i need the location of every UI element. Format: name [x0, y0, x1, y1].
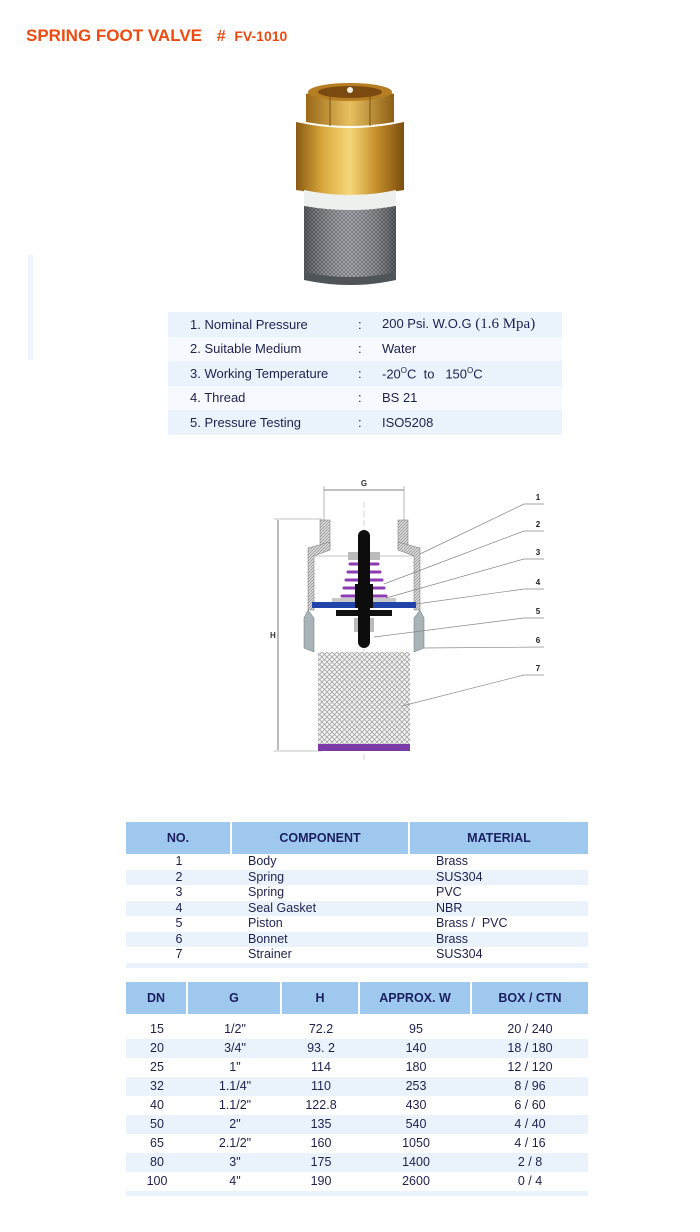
cell-material: SUS304	[410, 870, 588, 886]
table-row	[126, 1134, 588, 1153]
sizes-table	[126, 982, 588, 1196]
cell-h: 110	[282, 1077, 360, 1096]
cell-box: 20 / 240	[507, 1022, 553, 1036]
temp-unit: C	[473, 365, 483, 381]
spec-colon: :	[358, 390, 362, 406]
spec-colon: :	[358, 341, 362, 357]
cell-component: Body	[248, 854, 277, 869]
product-name: SPRING FOOT VALVE	[26, 26, 202, 45]
cell-material: SUS304	[436, 947, 483, 962]
table-row	[126, 947, 588, 963]
cell-weight: 180	[405, 1060, 427, 1074]
spec-value	[382, 366, 562, 381]
cell-weight: 253	[360, 1077, 472, 1096]
cell-g: 4"	[229, 1174, 241, 1188]
cross-section-diagram	[262, 472, 582, 772]
cell-box: 12 / 120	[507, 1060, 553, 1074]
cell-weight: 95	[409, 1022, 423, 1036]
cell-no: 3	[175, 885, 183, 900]
spec-row-thread	[168, 386, 562, 411]
table-header-row	[126, 822, 588, 854]
spec-label: 2. Suitable Medium	[190, 341, 302, 357]
cell-dn: 100	[146, 1174, 168, 1188]
spec-colon: :	[358, 365, 362, 381]
cell-box: 4 / 16	[514, 1136, 546, 1150]
table-row	[126, 870, 588, 886]
callout-5: 5	[535, 607, 541, 616]
spec-colon: :	[358, 414, 362, 430]
table-row	[126, 854, 588, 870]
cell-g: 3"	[188, 1153, 282, 1172]
spec-label: 4. Thread	[190, 390, 246, 406]
header-material: MATERIAL	[410, 822, 588, 854]
header-g: G	[188, 982, 282, 1014]
callout-7: 7	[535, 664, 541, 673]
cell-component: Spring	[248, 885, 285, 900]
cell-g: 1.1/2"	[218, 1098, 252, 1112]
cell-dn: 65	[150, 1136, 164, 1150]
dimension-h-label: H	[270, 631, 276, 640]
spec-label: 3. Working Temperature	[190, 365, 329, 381]
cell-weight: 2600	[402, 1174, 430, 1188]
table-row	[126, 932, 588, 948]
callout-4: 4	[535, 578, 541, 587]
cell-box: 8 / 96	[472, 1077, 588, 1096]
table-footer-band	[126, 963, 588, 968]
cell-no: 6	[126, 932, 232, 948]
cell-h: 122.8	[305, 1098, 337, 1112]
cell-h: 135	[282, 1115, 360, 1134]
cell-h: 93. 2	[282, 1039, 360, 1058]
callout-2: 2	[535, 520, 541, 529]
cell-dn: 32	[126, 1077, 188, 1096]
cell-weight: 1050	[402, 1136, 430, 1150]
spec-label: 1. Nominal Pressure	[190, 316, 308, 332]
cell-h: 175	[282, 1153, 360, 1172]
cell-no: 7	[175, 947, 183, 962]
cell-box: 6 / 60	[514, 1098, 546, 1112]
pressure-mpa: (1.6 Mpa)	[475, 315, 536, 332]
table-row	[126, 885, 588, 901]
cell-g: 1/2"	[224, 1022, 246, 1036]
spec-value	[382, 316, 562, 333]
cell-material: PVC	[436, 885, 462, 900]
cell-material: Brass	[410, 932, 588, 948]
spec-colon: :	[358, 316, 362, 332]
temp-max: C to 150	[407, 365, 468, 381]
page-title	[26, 26, 287, 46]
cell-dn: 40	[150, 1098, 164, 1112]
hash-symbol: #	[216, 28, 226, 45]
table-row	[126, 1153, 588, 1172]
cell-weight: 540	[360, 1115, 472, 1134]
cell-component: Bonnet	[232, 932, 410, 948]
spec-row-temperature	[168, 361, 562, 386]
table-row	[126, 1172, 588, 1191]
table-row	[126, 1058, 588, 1077]
cell-h: 72.2	[308, 1022, 334, 1036]
table-row	[126, 1115, 588, 1134]
table-row	[126, 1039, 588, 1058]
cell-weight: 1400	[360, 1153, 472, 1172]
spec-row-nominal-pressure	[168, 312, 562, 337]
cell-box: 0 / 4	[517, 1174, 543, 1188]
cell-weight: 430	[405, 1098, 427, 1112]
cell-g: 1"	[229, 1060, 241, 1074]
components-table	[126, 822, 588, 968]
cell-weight: 140	[360, 1039, 472, 1058]
model-number: FV-1010	[234, 28, 288, 44]
cell-g: 3/4"	[188, 1039, 282, 1058]
temp-min: -20	[382, 365, 401, 381]
callout-3: 3	[535, 548, 541, 557]
cell-h: 114	[311, 1060, 331, 1074]
table-row	[126, 1077, 588, 1096]
table-row	[126, 1096, 588, 1115]
header-no: NO.	[126, 822, 232, 854]
cell-h: 160	[310, 1136, 332, 1150]
cell-g: 2.1/2"	[218, 1136, 252, 1150]
spec-value: BS 21	[382, 390, 418, 406]
callout-6: 6	[535, 636, 541, 645]
cell-box: 2 / 8	[472, 1153, 588, 1172]
spec-table	[168, 312, 562, 435]
cell-no: 5	[175, 916, 183, 931]
pressure-psi: 200 Psi. W.O.G	[382, 315, 472, 331]
spec-row-pressure-testing	[168, 410, 562, 435]
cell-no: 4	[126, 901, 232, 917]
product-photo	[290, 78, 410, 293]
degree-symbol: O	[467, 365, 474, 375]
cell-g: 1.1/4"	[188, 1077, 282, 1096]
header-dn: DN	[126, 982, 188, 1014]
cell-material: NBR	[410, 901, 588, 917]
cell-no: 1	[175, 854, 183, 869]
cell-material: Brass	[436, 854, 468, 869]
table-header-row	[126, 982, 588, 1014]
cell-material: Brass / PVC	[436, 916, 508, 931]
cell-box: 18 / 180	[472, 1039, 588, 1058]
callout-1: 1	[535, 493, 541, 502]
cell-no: 2	[126, 870, 232, 886]
cell-dn: 50	[126, 1115, 188, 1134]
table-row	[126, 901, 588, 917]
header-component: COMPONENT	[232, 822, 410, 854]
decorative-strip	[28, 255, 33, 360]
header-weight: APPROX. W	[360, 982, 472, 1014]
spec-row-medium	[168, 337, 562, 362]
cell-component: Piston	[248, 916, 283, 931]
cell-g: 2"	[188, 1115, 282, 1134]
header-h: H	[282, 982, 360, 1014]
dimension-g-label: G	[360, 479, 368, 488]
spec-value: Water	[382, 341, 417, 357]
cell-component: Seal Gasket	[232, 901, 410, 917]
cell-h: 190	[310, 1174, 332, 1188]
table-row	[126, 1014, 588, 1039]
spec-value: ISO5208	[382, 414, 434, 430]
cell-component: Spring	[232, 870, 410, 886]
cell-dn: 15	[150, 1022, 164, 1036]
table-footer-band	[126, 1191, 588, 1196]
cell-dn: 25	[150, 1060, 164, 1074]
cell-box: 4 / 40	[472, 1115, 588, 1134]
header-box-ctn: BOX / CTN	[472, 982, 588, 1014]
cell-dn: 20	[126, 1039, 188, 1058]
spec-label: 5. Pressure Testing	[190, 414, 302, 430]
cell-dn: 80	[126, 1153, 188, 1172]
degree-symbol: O	[400, 365, 408, 375]
cell-component: Strainer	[248, 947, 292, 962]
table-row	[126, 916, 588, 932]
